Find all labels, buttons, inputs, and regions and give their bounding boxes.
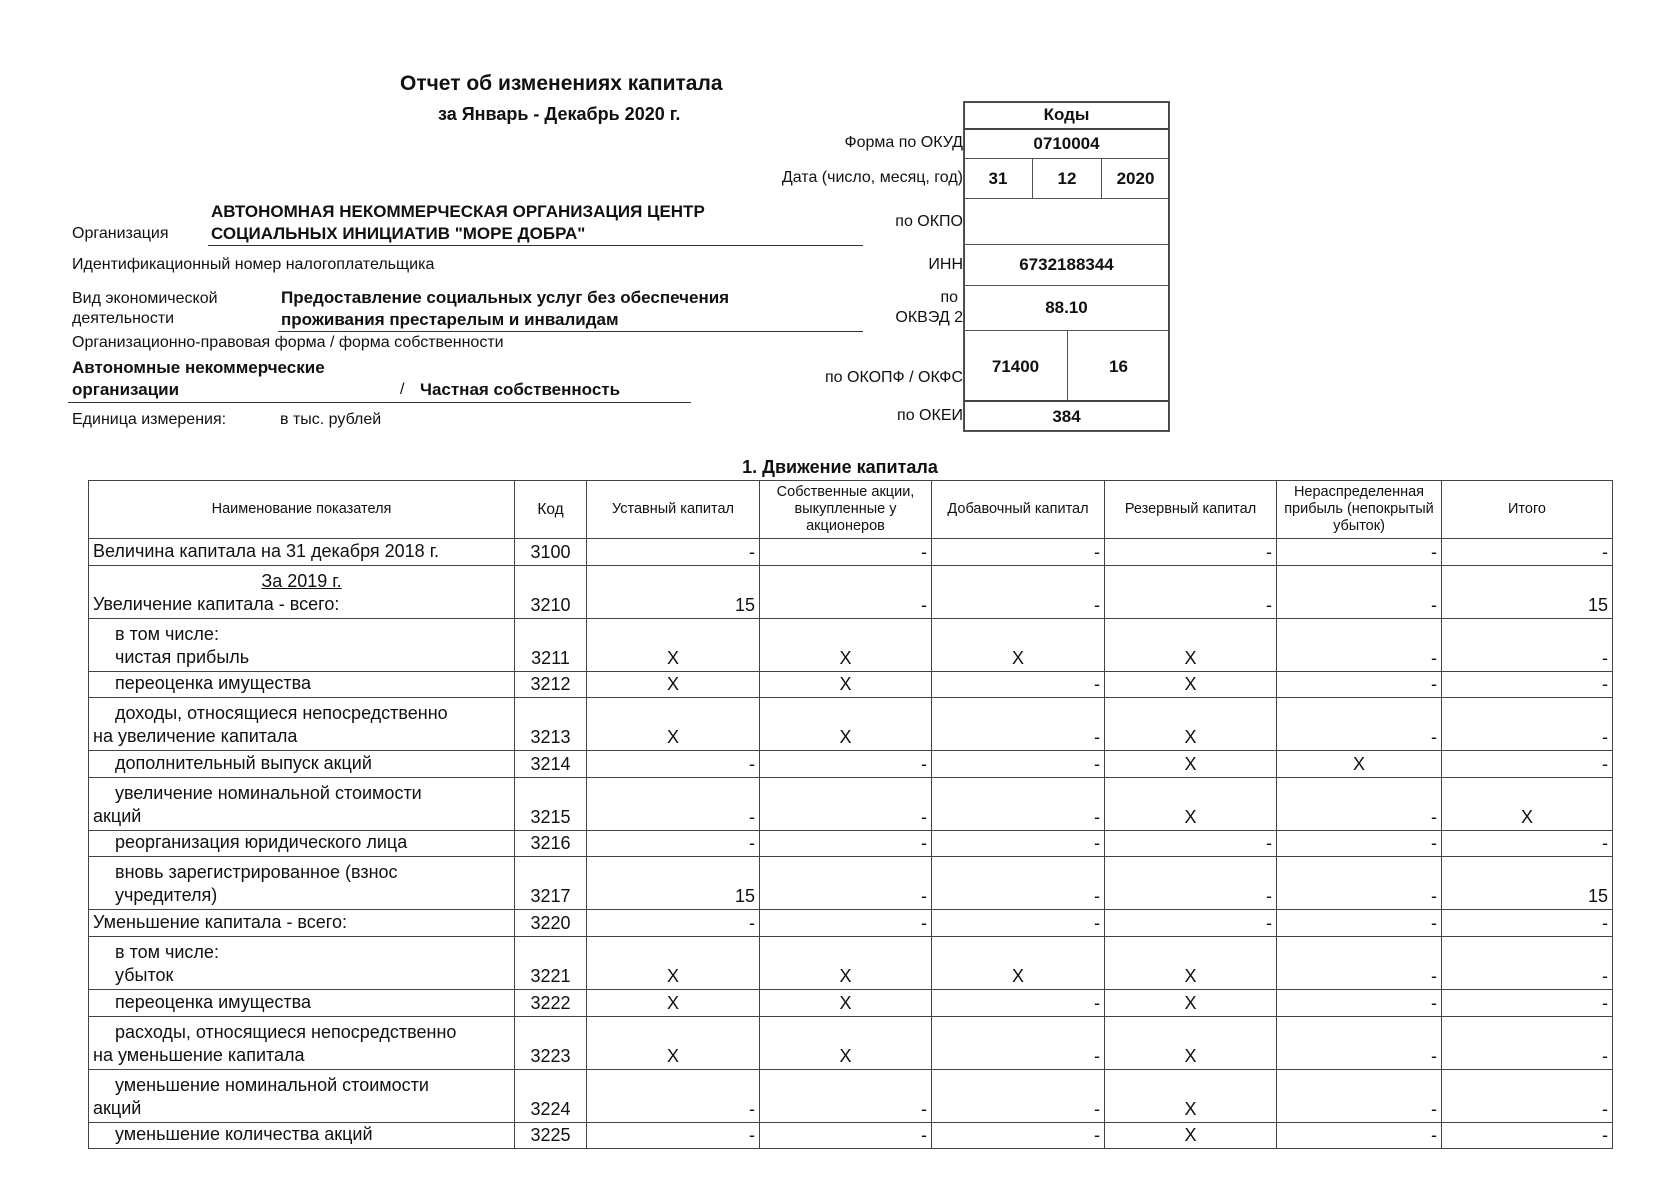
cell-retained-earnings: - bbox=[1277, 777, 1442, 830]
row-name bbox=[89, 857, 515, 910]
ownership-form: Частная собственность bbox=[420, 380, 621, 399]
table-row bbox=[89, 565, 1613, 618]
cell-additional-capital: - bbox=[932, 910, 1105, 937]
cell-charter-capital: 15 bbox=[587, 857, 760, 910]
table-row bbox=[89, 539, 1613, 566]
cell-treasury-shares: X bbox=[760, 671, 932, 698]
cell-reserve-capital: X bbox=[1105, 698, 1277, 751]
table-row bbox=[89, 830, 1613, 857]
cell-total: - bbox=[1442, 1069, 1613, 1122]
cell-charter-capital: X bbox=[587, 989, 760, 1016]
table-row bbox=[89, 698, 1613, 751]
activity-underline bbox=[278, 331, 863, 332]
inn-value: 6732188344 bbox=[963, 244, 1170, 286]
row-name bbox=[89, 777, 515, 830]
period-subheading: За 2019 г. bbox=[261, 570, 342, 591]
cell-treasury-shares: X bbox=[760, 989, 932, 1016]
table-row bbox=[89, 1016, 1613, 1069]
cell-additional-capital: - bbox=[932, 751, 1105, 778]
cell-total: - bbox=[1442, 539, 1613, 566]
row-name-text: чистая прибыль bbox=[115, 646, 250, 667]
cell-charter-capital: X bbox=[587, 698, 760, 751]
cell-charter-capital: X bbox=[587, 936, 760, 989]
table-row bbox=[89, 751, 1613, 778]
col-header-reserve-capital: Резервный капитал bbox=[1105, 481, 1277, 539]
row-code: 3210 bbox=[515, 565, 587, 618]
date-day: 31 bbox=[963, 158, 1033, 199]
cell-reserve-capital: X bbox=[1105, 1122, 1277, 1149]
row-code: 3213 bbox=[515, 698, 587, 751]
cell-reserve-capital: - bbox=[1105, 910, 1277, 937]
row-name bbox=[89, 910, 515, 937]
report-title: Отчет об изменениях капитала bbox=[400, 72, 723, 95]
row-code: 3100 bbox=[515, 539, 587, 566]
cell-charter-capital: - bbox=[587, 539, 760, 566]
col-header-additional-capital: Добавочный капитал bbox=[932, 481, 1105, 539]
row-name-text: убыток bbox=[115, 964, 174, 985]
cell-treasury-shares: - bbox=[760, 777, 932, 830]
legal-form-line-1: Автономные некоммерческие bbox=[72, 358, 325, 377]
cell-total: 15 bbox=[1442, 565, 1613, 618]
row-name-prefix: расходы, относящиеся непосредственно bbox=[115, 1021, 457, 1042]
col-header-treasury-shares: Собственные акции, выкупленные у акционеров bbox=[760, 481, 932, 539]
row-name bbox=[89, 936, 515, 989]
okud-label: Форма по ОКУД bbox=[844, 134, 963, 151]
col-header-retained-earnings: Нераспределенная прибыль (непокрытый убыток) bbox=[1277, 481, 1442, 539]
col-header-code: Код bbox=[515, 481, 587, 539]
row-code: 3214 bbox=[515, 751, 587, 778]
cell-additional-capital: - bbox=[932, 539, 1105, 566]
cell-charter-capital: - bbox=[587, 1122, 760, 1149]
unit-label: Единица измерения: bbox=[72, 411, 227, 428]
activity-line-2: проживания престарелым и инвалидам bbox=[281, 310, 619, 329]
cell-retained-earnings: - bbox=[1277, 1069, 1442, 1122]
cell-retained-earnings: - bbox=[1277, 857, 1442, 910]
cell-retained-earnings: - bbox=[1277, 910, 1442, 937]
row-code: 3215 bbox=[515, 777, 587, 830]
cell-additional-capital: - bbox=[932, 1122, 1105, 1149]
row-name-prefix: уменьшение номинальной стоимости bbox=[115, 1074, 429, 1095]
cell-treasury-shares: X bbox=[760, 618, 932, 671]
cell-reserve-capital: X bbox=[1105, 751, 1277, 778]
legal-form-line-2: организации bbox=[72, 380, 180, 399]
legal-form-underline bbox=[68, 402, 691, 403]
row-name bbox=[89, 1069, 515, 1122]
okud-value: 0710004 bbox=[963, 128, 1170, 159]
okopf-value: 71400 bbox=[963, 330, 1068, 401]
okfs-value: 16 bbox=[1067, 330, 1170, 401]
row-name-text: переоценка имущества bbox=[115, 991, 311, 1012]
row-code: 3212 bbox=[515, 671, 587, 698]
cell-reserve-capital: X bbox=[1105, 777, 1277, 830]
row-name-text: реорганизация юридического лица bbox=[115, 832, 408, 853]
okpo-value bbox=[963, 198, 1170, 245]
date-month: 12 bbox=[1032, 158, 1102, 199]
row-name bbox=[89, 539, 515, 566]
cell-retained-earnings: - bbox=[1277, 565, 1442, 618]
cell-reserve-capital: X bbox=[1105, 1069, 1277, 1122]
col-header-name: Наименование показателя bbox=[89, 481, 515, 539]
activity-line-1: Предоставление социальных услуг без обеспечения bbox=[281, 288, 730, 307]
activity-label-1: Вид экономической bbox=[72, 290, 218, 307]
cell-treasury-shares: - bbox=[760, 539, 932, 566]
cell-reserve-capital: X bbox=[1105, 618, 1277, 671]
cell-total: X bbox=[1442, 777, 1613, 830]
table-row bbox=[89, 989, 1613, 1016]
row-name-text: учредителя) bbox=[115, 885, 218, 906]
cell-reserve-capital: - bbox=[1105, 565, 1277, 618]
date-label: Дата (число, месяц, год) bbox=[781, 169, 963, 186]
activity-label-2: деятельности bbox=[72, 310, 175, 327]
cell-retained-earnings: - bbox=[1277, 618, 1442, 671]
cell-additional-capital: X bbox=[932, 936, 1105, 989]
cell-retained-earnings: - bbox=[1277, 539, 1442, 566]
cell-reserve-capital: - bbox=[1105, 830, 1277, 857]
row-name-text: уменьшение количества акций bbox=[115, 1124, 373, 1145]
okved-label-1: по bbox=[940, 289, 958, 306]
row-name-text: дополнительный выпуск акций bbox=[115, 752, 372, 773]
row-name bbox=[89, 989, 515, 1016]
okopf-label: по ОКОПФ / ОКФС bbox=[825, 369, 963, 386]
cell-total: 15 bbox=[1442, 857, 1613, 910]
okpo-label: по ОКПО bbox=[895, 213, 963, 230]
cell-total: - bbox=[1442, 671, 1613, 698]
cell-charter-capital: X bbox=[587, 671, 760, 698]
unit-value: в тыс. рублей bbox=[280, 411, 382, 428]
cell-total: - bbox=[1442, 989, 1613, 1016]
row-code: 3217 bbox=[515, 857, 587, 910]
col-header-total: Итого bbox=[1442, 481, 1613, 539]
row-name bbox=[89, 618, 515, 671]
row-code: 3224 bbox=[515, 1069, 587, 1122]
okei-value: 384 bbox=[963, 400, 1170, 432]
cell-reserve-capital: - bbox=[1105, 857, 1277, 910]
inn-code-label: ИНН bbox=[928, 256, 963, 273]
table-header-row bbox=[89, 481, 1613, 539]
table-row bbox=[89, 936, 1613, 989]
cell-treasury-shares: - bbox=[760, 910, 932, 937]
cell-charter-capital: - bbox=[587, 1069, 760, 1122]
row-name-text: акций bbox=[93, 805, 142, 826]
row-name bbox=[89, 671, 515, 698]
row-name bbox=[89, 698, 515, 751]
cell-treasury-shares: - bbox=[760, 857, 932, 910]
cell-reserve-capital: X bbox=[1105, 671, 1277, 698]
row-name-text: Величина капитала на 31 декабря 2018 г. bbox=[93, 540, 440, 561]
cell-treasury-shares: X bbox=[760, 698, 932, 751]
row-name-text: переоценка имущества bbox=[115, 673, 311, 694]
cell-total: - bbox=[1442, 698, 1613, 751]
cell-charter-capital: - bbox=[587, 910, 760, 937]
col-header-charter-capital: Уставный капитал bbox=[587, 481, 760, 539]
legal-form-separator: / bbox=[400, 381, 405, 398]
cell-total: - bbox=[1442, 1122, 1613, 1149]
cell-retained-earnings: X bbox=[1277, 751, 1442, 778]
okved-value: 88.10 bbox=[963, 285, 1170, 331]
table-row bbox=[89, 857, 1613, 910]
row-name bbox=[89, 751, 515, 778]
cell-additional-capital: - bbox=[932, 777, 1105, 830]
row-name-prefix: в том числе: bbox=[115, 623, 219, 644]
cell-charter-capital: - bbox=[587, 830, 760, 857]
row-name-prefix: вновь зарегистрированное (взнос bbox=[115, 862, 398, 883]
row-name bbox=[89, 1016, 515, 1069]
cell-retained-earnings: - bbox=[1277, 1016, 1442, 1069]
cell-retained-earnings: - bbox=[1277, 698, 1442, 751]
cell-retained-earnings: - bbox=[1277, 989, 1442, 1016]
cell-additional-capital: X bbox=[932, 618, 1105, 671]
table-row bbox=[89, 671, 1613, 698]
cell-additional-capital: - bbox=[932, 671, 1105, 698]
date-year: 2020 bbox=[1101, 158, 1170, 199]
table-row bbox=[89, 1069, 1613, 1122]
cell-retained-earnings: - bbox=[1277, 671, 1442, 698]
row-name-text: на увеличение капитала bbox=[93, 726, 298, 747]
cell-total: - bbox=[1442, 910, 1613, 937]
table-row bbox=[89, 618, 1613, 671]
cell-retained-earnings: - bbox=[1277, 936, 1442, 989]
cell-treasury-shares: - bbox=[760, 1122, 932, 1149]
cell-reserve-capital: X bbox=[1105, 1016, 1277, 1069]
cell-charter-capital: 15 bbox=[587, 565, 760, 618]
cell-additional-capital: - bbox=[932, 1069, 1105, 1122]
table-row bbox=[89, 777, 1613, 830]
table-row bbox=[89, 1122, 1613, 1149]
cell-treasury-shares: - bbox=[760, 751, 932, 778]
row-code: 3211 bbox=[515, 618, 587, 671]
cell-total: - bbox=[1442, 1016, 1613, 1069]
cell-total: - bbox=[1442, 618, 1613, 671]
cell-treasury-shares: X bbox=[760, 1016, 932, 1069]
cell-treasury-shares: - bbox=[760, 830, 932, 857]
row-code: 3225 bbox=[515, 1122, 587, 1149]
cell-retained-earnings: - bbox=[1277, 1122, 1442, 1149]
section-title: 1. Движение капитала bbox=[742, 457, 938, 477]
row-name-text: Увеличение капитала - всего: bbox=[93, 593, 340, 614]
row-name-prefix: в том числе: bbox=[115, 941, 219, 962]
org-underline bbox=[208, 245, 863, 246]
cell-charter-capital: X bbox=[587, 1016, 760, 1069]
row-name bbox=[89, 830, 515, 857]
cell-additional-capital: - bbox=[932, 1016, 1105, 1069]
codes-heading: Коды bbox=[963, 101, 1170, 129]
cell-treasury-shares: - bbox=[760, 1069, 932, 1122]
cell-treasury-shares: - bbox=[760, 565, 932, 618]
row-name-prefix: доходы, относящиеся непосредственно bbox=[115, 703, 448, 724]
table-row bbox=[89, 910, 1613, 937]
cell-charter-capital: X bbox=[587, 618, 760, 671]
row-name-text: Уменьшение капитала - всего: bbox=[93, 911, 347, 932]
row-name bbox=[89, 565, 515, 618]
okved-label-2: ОКВЭД 2 bbox=[895, 309, 963, 326]
cell-additional-capital: - bbox=[932, 830, 1105, 857]
row-code: 3216 bbox=[515, 830, 587, 857]
cell-additional-capital: - bbox=[932, 698, 1105, 751]
row-code: 3220 bbox=[515, 910, 587, 937]
legal-form-label: Организационно-правовая форма / форма собственности bbox=[72, 334, 504, 351]
row-name-text: акций bbox=[93, 1097, 142, 1118]
okei-label: по ОКЕИ bbox=[897, 407, 963, 424]
cell-additional-capital: - bbox=[932, 989, 1105, 1016]
cell-additional-capital: - bbox=[932, 857, 1105, 910]
cell-reserve-capital: - bbox=[1105, 539, 1277, 566]
report-period: за Январь - Декабрь 2020 г. bbox=[438, 104, 681, 124]
cell-retained-earnings: - bbox=[1277, 830, 1442, 857]
cell-additional-capital: - bbox=[932, 565, 1105, 618]
row-code: 3221 bbox=[515, 936, 587, 989]
cell-treasury-shares: X bbox=[760, 936, 932, 989]
cell-reserve-capital: X bbox=[1105, 936, 1277, 989]
cell-reserve-capital: X bbox=[1105, 989, 1277, 1016]
row-name-prefix: увеличение номинальной стоимости bbox=[115, 782, 422, 803]
org-name-line-1: АВТОНОМНАЯ НЕКОММЕРЧЕСКАЯ ОРГАНИЗАЦИЯ ЦЕНТР bbox=[211, 202, 705, 221]
cell-total: - bbox=[1442, 936, 1613, 989]
row-name-text: на уменьшение капитала bbox=[93, 1044, 305, 1065]
cell-charter-capital: - bbox=[587, 751, 760, 778]
capital-movement-table bbox=[88, 480, 1613, 1149]
row-code: 3222 bbox=[515, 989, 587, 1016]
cell-total: - bbox=[1442, 751, 1613, 778]
cell-total: - bbox=[1442, 830, 1613, 857]
inn-label: Идентификационный номер налогоплательщика bbox=[72, 256, 435, 273]
cell-charter-capital: - bbox=[587, 777, 760, 830]
row-name bbox=[89, 1122, 515, 1149]
org-label: Организация bbox=[72, 225, 169, 242]
org-name-line-2: СОЦИАЛЬНЫХ ИНИЦИАТИВ "МОРЕ ДОБРА" bbox=[211, 224, 586, 243]
row-code: 3223 bbox=[515, 1016, 587, 1069]
